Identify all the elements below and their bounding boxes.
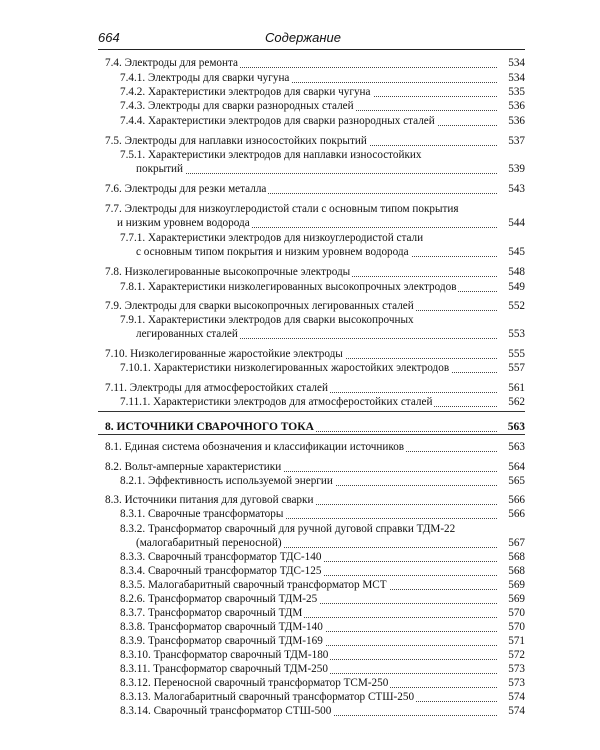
toc-entry-title: 8.3.14. Сварочный трансформатор СТШ-500 — [120, 705, 332, 717]
toc-entry-title: 8.2.6. Трансформатор сварочный ТДМ-25 — [120, 593, 318, 605]
toc-entry-page: 571 — [499, 634, 525, 648]
toc-entry — [120, 395, 525, 409]
running-title: Содержание — [265, 30, 341, 45]
toc-entry-title: покрытий — [136, 163, 183, 175]
toc-entry-title: 8.2.1. Эффективность используемой энергии — [120, 475, 333, 487]
toc-entry — [120, 99, 525, 113]
toc-entry-title: 7.8.1. Характеристики низколегированных высокопрочных электродов — [120, 281, 457, 293]
toc-entry-page: 569 — [499, 592, 525, 606]
toc-entry — [136, 245, 525, 259]
toc-entry — [120, 564, 525, 578]
toc-entry-page: 548 — [499, 265, 525, 279]
toc-entry-title: легированных сталей — [136, 328, 238, 340]
toc-entry-page: 565 — [499, 474, 525, 488]
toc-entry — [105, 265, 525, 279]
toc-entry-title: 8.3.1. Сварочные трансформаторы — [120, 508, 284, 520]
toc-entry-title: 8.3.13. Малогабаритный сварочный трансформатор СТШ-250 — [120, 691, 415, 703]
toc-entry — [136, 327, 525, 341]
toc-entry — [105, 347, 525, 361]
toc-entry-page: 536 — [499, 99, 525, 113]
toc-entry-title: 8.3.12. Переносной сварочный трансформатор ТСМ-250 — [120, 677, 389, 689]
toc-entry — [105, 202, 525, 216]
toc-entry — [136, 536, 525, 550]
toc-entry — [120, 71, 525, 85]
toc-entry-title: 8.3.4. Сварочный трансформатор ТДС-125 — [120, 565, 322, 577]
toc-entry-page: 573 — [499, 676, 525, 690]
toc-entry — [120, 550, 525, 564]
toc-entry — [120, 676, 525, 690]
toc-entry-title: 8.1. Единая система обозначения и классификации источников — [105, 441, 405, 453]
toc-entry — [105, 56, 525, 70]
toc-entry-page: 574 — [499, 704, 525, 718]
toc-entry-title: 7.8. Низколегированные высокопрочные электроды — [105, 266, 351, 278]
page-number: 664 — [98, 30, 120, 45]
toc-entry-title: 8.3.8. Трансформатор сварочный ТДМ-140 — [120, 621, 323, 633]
toc-entry-page: 563 — [499, 420, 525, 434]
toc-entry — [120, 522, 525, 536]
toc-entry-title: 7.10. Низколегированные жаростойкие электроды — [105, 348, 343, 360]
toc-entry-title: 7.4.2. Характеристики электродов для сварки чугуна — [120, 86, 371, 98]
toc-entry-title: 7.5.1. Характеристики электродов для наплавки износостойких — [120, 149, 422, 161]
toc-entry — [120, 313, 525, 327]
toc-entry — [120, 690, 525, 704]
toc-entry-title: и низким уровнем водорода — [117, 217, 250, 229]
toc-entry — [120, 231, 525, 245]
toc-entry — [136, 162, 525, 176]
toc-entry — [105, 440, 525, 454]
toc-entry — [120, 578, 525, 592]
toc-entry — [120, 148, 525, 162]
toc-entry-title: (малогабаритный переносной) — [136, 537, 282, 549]
toc-entry-title: 7.4.3. Электроды для сварки разнородных сталей — [120, 100, 354, 112]
toc-entry-title: 7.4.4. Характеристики электродов для сварки разнородных сталей — [120, 115, 435, 127]
toc-entry — [120, 114, 525, 128]
toc-entry-title: с основным типом покрытия и низким уровнем водорода — [136, 246, 409, 258]
toc-entry-title: 7.7.1. Характеристики электродов для низкоуглеродистой стали — [120, 232, 424, 244]
toc-entry-page: 549 — [499, 280, 525, 294]
toc-entry-page: 543 — [499, 182, 525, 196]
toc-entry-page: 569 — [499, 578, 525, 592]
toc-entry-page: 562 — [499, 395, 525, 409]
toc-entry — [120, 662, 525, 676]
toc-entry-page: 572 — [499, 648, 525, 662]
toc-entry — [120, 592, 525, 606]
toc-entry — [120, 704, 525, 718]
toc-entry-page: 535 — [499, 85, 525, 99]
toc-entry-page: 545 — [499, 245, 525, 259]
toc-entry — [105, 134, 525, 148]
toc-entry — [105, 299, 525, 313]
toc-entry — [120, 85, 525, 99]
toc-entry — [120, 474, 525, 488]
toc-entry-title: 8.3. Источники питания для дуговой сварки — [105, 494, 314, 506]
toc-entry-page: 544 — [499, 216, 525, 230]
toc-entry-title: 8.3.7. Трансформатор сварочный ТДМ — [120, 607, 303, 619]
toc-entry-page: 564 — [499, 460, 525, 474]
toc-entry-title: 8.3.2. Трансформатор сварочный для ручной дуговой справки ТДМ-22 — [120, 523, 456, 535]
toc-entry-page: 539 — [499, 162, 525, 176]
toc-entry-title: 8.3.3. Сварочный трансформатор ТДС-140 — [120, 551, 322, 563]
toc-entry-page: 537 — [499, 134, 525, 148]
toc-entry-page: 536 — [499, 114, 525, 128]
toc-entry-title: 8.3.5. Малогабаритный сварочный трансформатор МСТ — [120, 579, 387, 591]
toc-entry-title: 7.11. Электроды для атмосферостойких сталей — [105, 382, 328, 394]
toc-entry-page: 534 — [499, 71, 525, 85]
toc-entry — [105, 182, 525, 196]
section-rule — [98, 434, 525, 435]
toc-entry — [117, 216, 525, 230]
toc-entry — [105, 460, 525, 474]
toc-entry-page: 534 — [499, 56, 525, 70]
toc-entry-page: 573 — [499, 662, 525, 676]
toc-entry-page: 561 — [499, 381, 525, 395]
toc-entry-page: 568 — [499, 564, 525, 578]
toc-entry — [105, 381, 525, 395]
toc-entry-page: 570 — [499, 606, 525, 620]
toc-entry-page: 566 — [499, 507, 525, 521]
toc-entry — [120, 634, 525, 648]
toc-entry-page: 568 — [499, 550, 525, 564]
toc-entry-page: 552 — [499, 299, 525, 313]
toc-entry-page: 566 — [499, 493, 525, 507]
toc-entry-title: 7.10.1. Характеристики низколегированных жаростойких электродов — [120, 362, 450, 374]
toc-entry-title: 8.3.9. Трансформатор сварочный ТДМ-169 — [120, 635, 323, 647]
toc-entry — [120, 361, 525, 375]
toc-entry-title: 7.4. Электроды для ремонта — [105, 57, 238, 69]
toc-entry-page: 555 — [499, 347, 525, 361]
toc-entry-page: 557 — [499, 361, 525, 375]
toc-entry-page: 563 — [499, 440, 525, 454]
toc-entry — [120, 620, 525, 634]
toc-entry-title: 8.3.10. Трансформатор сварочный ТДМ-180 — [120, 649, 329, 661]
toc-entry — [105, 420, 525, 434]
toc-entry — [120, 606, 525, 620]
toc-entry-page: 570 — [499, 620, 525, 634]
toc-entry — [120, 507, 525, 521]
toc-entry-page: 553 — [499, 327, 525, 341]
toc-entry — [120, 280, 525, 294]
toc-entry-title: 7.9. Электроды для сварки высокопрочных легированных сталей — [105, 300, 414, 312]
toc-entry-title: 7.9.1. Характеристики электродов для сварки высокопрочных — [120, 314, 414, 326]
dot-leader — [136, 173, 497, 174]
toc-entry-title: 8.2. Вольт-амперные характеристики — [105, 461, 282, 473]
toc-entry — [105, 493, 525, 507]
toc-entry — [120, 648, 525, 662]
toc-entry-title: 7.4.1. Электроды для сварки чугуна — [120, 72, 290, 84]
toc-entry-title: 8.3.11. Трансформатор сварочный ТДМ-250 — [120, 663, 328, 675]
toc-entry-page: 567 — [499, 536, 525, 550]
toc-entry-title: 7.7. Электроды для низкоуглеродистой стали с основным типом покрытия — [105, 203, 459, 215]
toc-entry-title: 7.11.1. Характеристики электродов для атмосферостойких сталей — [120, 396, 433, 408]
toc-entry-page: 574 — [499, 690, 525, 704]
toc-entry-title: 7.6. Электроды для резки металла — [105, 183, 267, 195]
section-rule — [98, 411, 525, 412]
toc-entry-title: 8. ИСТОЧНИКИ СВАРОЧНОГО ТОКА — [105, 421, 314, 433]
toc-entry-title: 7.5. Электроды для наплавки износостойких покрытий — [105, 135, 367, 147]
